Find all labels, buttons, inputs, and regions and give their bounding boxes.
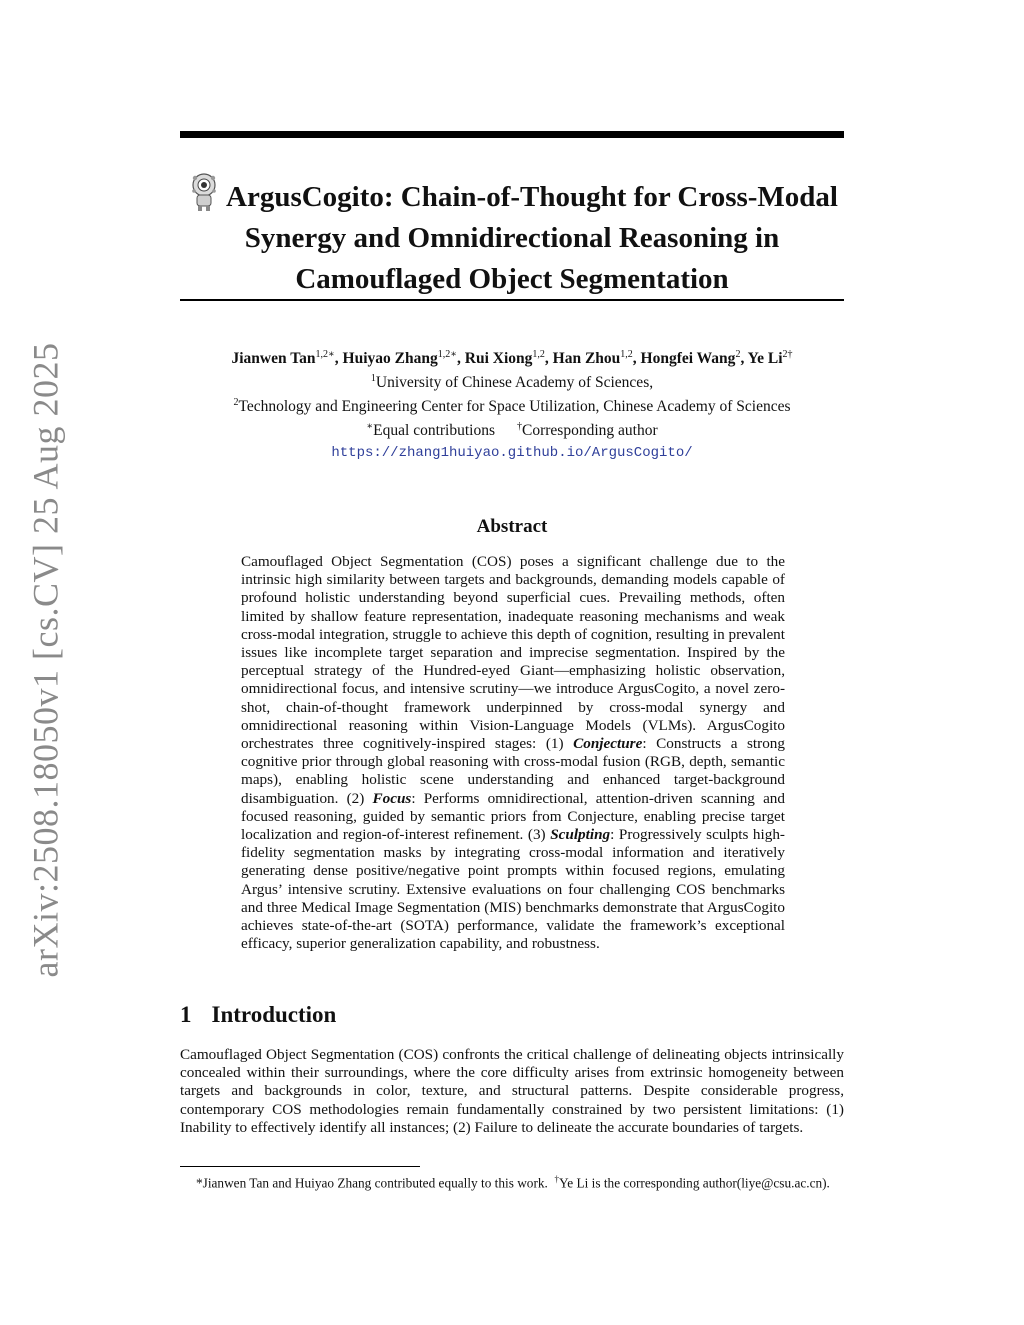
affiliation-2 (120, 393, 904, 417)
affiliation-1-text: University of Chinese Academy of Sciences, (375, 374, 654, 392)
footnote-dagger: † (554, 1174, 560, 1184)
author-separator: , (740, 350, 748, 368)
title-line-3: Camouflaged Object Segmentation (295, 263, 729, 295)
abstract-body (241, 553, 785, 953)
title-top-rule (180, 131, 844, 138)
project-url-link[interactable]: https://zhang1huiyao.github.io/ArgusCogito/ (331, 444, 693, 461)
author-affiliation-mark: 1,2∗ (437, 349, 458, 360)
affiliation-2-text: Technology and Engineering Center for Space Utilization, Chinese Academy of Sciences (238, 398, 791, 416)
arxiv-id-text: arXiv:2508.18050v1 [cs.CV] 25 Aug 2025 (25, 342, 65, 978)
author-separator: , (632, 350, 641, 368)
arxiv-identifier (22, 342, 68, 978)
paper-title (180, 172, 844, 300)
argus-robot-logo-icon (186, 172, 222, 212)
abstract-text: : Performs omnidirectional, attention-driven scanning and focused reasoning, guided by semantic priors from Conjecture, enabling precise target localization and region-of-interest refinement. (3) (241, 789, 785, 844)
contribution-notes (120, 417, 904, 441)
author-affiliation-mark: 2† (782, 349, 793, 360)
title-bottom-rule (180, 299, 844, 301)
section-heading-introduction (180, 1002, 336, 1028)
abstract-text: Camouflaged Object Segmentation (COS) poses a significant challenge due to the intrinsic high similarity between targets and backgrounds, demanding models capable of profound holistic understanding beyond superficial cues. Prevailing methods, often limited by shallow feature representation, inadequate reasoning mechanisms and weak cross-modal integration, struggle to achieve this depth of cognition, resulting in prevalent issues like incomplete target separation and imprecise segmentation. Inspired by the perceptual strategy of the Hundred-eyed Giant—emphasizing holistic observation, omnidirectional focus, and intensive scrutiny—we introduce ArgusCogito, a novel zero-shot, chain-of-thought framework underpinned by cross-modal synergy and omnidirectional reasoning within Vision-Language Models (VLMs). ArgusCogito orchestrates three cognitively-inspired stages: (1) (241, 553, 785, 753)
affiliation-1-mark: 1 (370, 373, 376, 385)
author-name: Ye Li (747, 350, 783, 368)
title-line-2: Synergy and Omnidirectional Reasoning in (244, 222, 780, 254)
affiliation-2-mark: 2 (233, 397, 239, 409)
author-separator: , (457, 350, 465, 368)
stage-focus: Focus (372, 789, 412, 807)
title-line-1 (180, 172, 844, 218)
equal-contribution-mark: ∗ (366, 421, 374, 433)
author-name: Huiyao Zhang (342, 350, 438, 368)
author-name: Rui Xiong (464, 350, 533, 368)
abstract-text: : Progressively sculpts high-fidelity segmentation masks by integrating cross-modal information and iteratively generating dense positive/negative point prompts within focused regions, emulating Argus’ intensive scrutiny. Extensive evaluations on four challenging COS benchmarks and three Medical Image Segmentation (MIS) benchmarks demonstrate that ArgusCogito achieves state-of-the-art (SOTA) performance, validate the framework’s exceptional efficacy, superior generalization capability, and robustness. (241, 826, 785, 953)
equal-contribution-text: Equal contributions (373, 422, 495, 440)
stage-conjecture: Conjecture (573, 735, 643, 753)
section-title: Introduction (211, 1002, 337, 1027)
corresponding-author-text: Corresponding author (522, 422, 658, 440)
abstract-text: : Constructs a strong cognitive prior through global reasoning with cross-modal fusion (RGB, depth, semantic maps), enabling holistic scene understanding and enhanced target-background disambiguation. (2) (241, 735, 785, 807)
stage-sculpting: Sculpting (550, 826, 611, 844)
author-affiliation-mark: 1,2∗ (315, 349, 335, 360)
author-separator: , (334, 350, 343, 368)
author-affiliation-mark: 1,2 (620, 349, 633, 360)
author-name: Han Zhou (552, 350, 621, 368)
author-block (120, 345, 904, 463)
footnote-equal-contribution: *Jianwen Tan and Huiyao Zhang contributed equally to this work. (196, 1175, 548, 1191)
abstract-heading: Abstract (476, 516, 548, 537)
author-name: Hongfei Wang (640, 350, 736, 368)
affiliation-1 (120, 369, 904, 393)
project-url-row (120, 442, 904, 463)
author-separator: , (544, 350, 553, 368)
footnote-corresponding: Ye Li is the corresponding author(liye@csu.ac.cn). (559, 1175, 830, 1191)
introduction-paragraph: Camouflaged Object Segmentation (COS) confronts the critical challenge of delineating objects intrinsically concealed within their surroundings, where the core difficulty arises from extrinsic homogeneity between targets and backgrounds in color, texture, and structural patterns. Despite considerable progress, contemporary COS methodologies remain fundamentally constrained by two persistent limitations: (1) Inability to effectively identify all instances; (2) Failure to delineate the accurate boundaries of targets. (180, 1046, 844, 1136)
corresponding-author-mark: † (517, 421, 522, 433)
author-list (120, 345, 904, 369)
author-name: Jianwen Tan (231, 350, 316, 368)
author-affiliation-mark: 2 (735, 349, 741, 360)
title-text-1: ArgusCogito: Chain-of-Thought for Cross-Modal (226, 181, 838, 213)
section-number: 1 (180, 1002, 192, 1027)
author-affiliation-mark: 1,2 (532, 349, 545, 360)
footnote-rule (180, 1166, 420, 1167)
footnote (180, 1171, 844, 1191)
